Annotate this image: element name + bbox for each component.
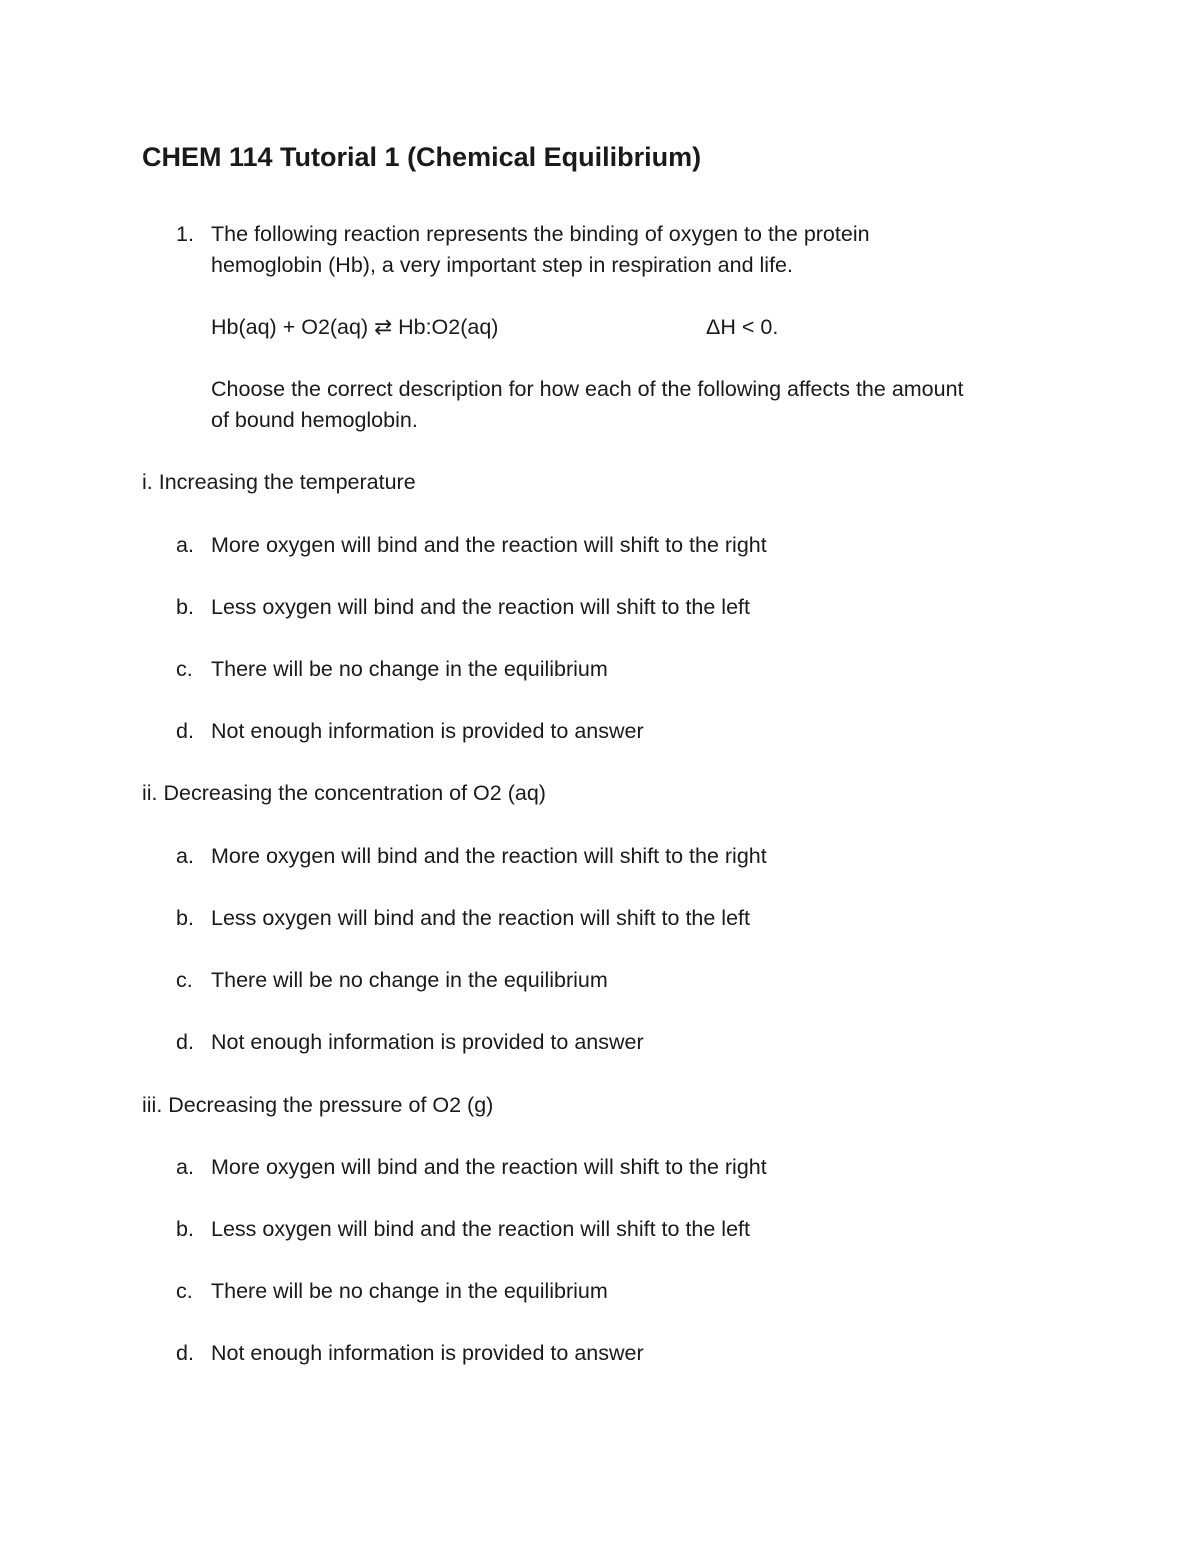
option-text: There will be no change in the equilibrium — [211, 968, 608, 992]
option-text: There will be no change in the equilibrium — [211, 1279, 608, 1303]
option-text: Less oxygen will bind and the reaction will shift to the left — [211, 906, 750, 930]
option-letter: c. — [176, 1279, 193, 1303]
enthalpy-change: ΔH < 0. — [706, 315, 779, 339]
option-letter: d. — [176, 1341, 194, 1365]
question-intro-line-1: The following reaction represents the binding of oxygen to the protein — [211, 222, 870, 246]
option-text: More oxygen will bind and the reaction will shift to the right — [211, 533, 767, 557]
page-title: CHEM 114 Tutorial 1 (Chemical Equilibrium) — [142, 142, 702, 172]
question-intro-line-2: hemoglobin (Hb), a very important step in respiration and life. — [211, 253, 793, 277]
option-letter: a. — [176, 533, 194, 557]
option-text: There will be no change in the equilibrium — [211, 657, 608, 681]
option-text: Not enough information is provided to answer — [211, 1341, 644, 1365]
option-letter: c. — [176, 968, 193, 992]
subquestion-iii-label: iii. Decreasing the pressure of O2 (g) — [142, 1093, 494, 1117]
option-letter: b. — [176, 595, 194, 619]
subquestion-ii-label: ii. Decreasing the concentration of O2 (aq) — [142, 781, 546, 805]
option-letter: b. — [176, 906, 194, 930]
subquestion-i-label: i. Increasing the temperature — [142, 470, 416, 494]
question-prompt-line-2: of bound hemoglobin. — [211, 408, 418, 432]
option-text: Less oxygen will bind and the reaction will shift to the left — [211, 595, 750, 619]
option-letter: a. — [176, 1155, 194, 1179]
option-letter: b. — [176, 1217, 194, 1241]
reaction-equation: Hb(aq) + O2(aq) ⇄ Hb:O2(aq) — [211, 315, 499, 339]
question-prompt-line-1: Choose the correct description for how each of the following affects the amount — [211, 377, 964, 401]
option-text: More oxygen will bind and the reaction will shift to the right — [211, 1155, 767, 1179]
option-text: Not enough information is provided to answer — [211, 719, 644, 743]
option-letter: d. — [176, 1030, 194, 1054]
option-letter: d. — [176, 719, 194, 743]
option-letter: c. — [176, 657, 193, 681]
option-text: Less oxygen will bind and the reaction will shift to the left — [211, 1217, 750, 1241]
question-number: 1. — [176, 222, 194, 246]
option-text: More oxygen will bind and the reaction will shift to the right — [211, 844, 767, 868]
option-text: Not enough information is provided to answer — [211, 1030, 644, 1054]
option-letter: a. — [176, 844, 194, 868]
